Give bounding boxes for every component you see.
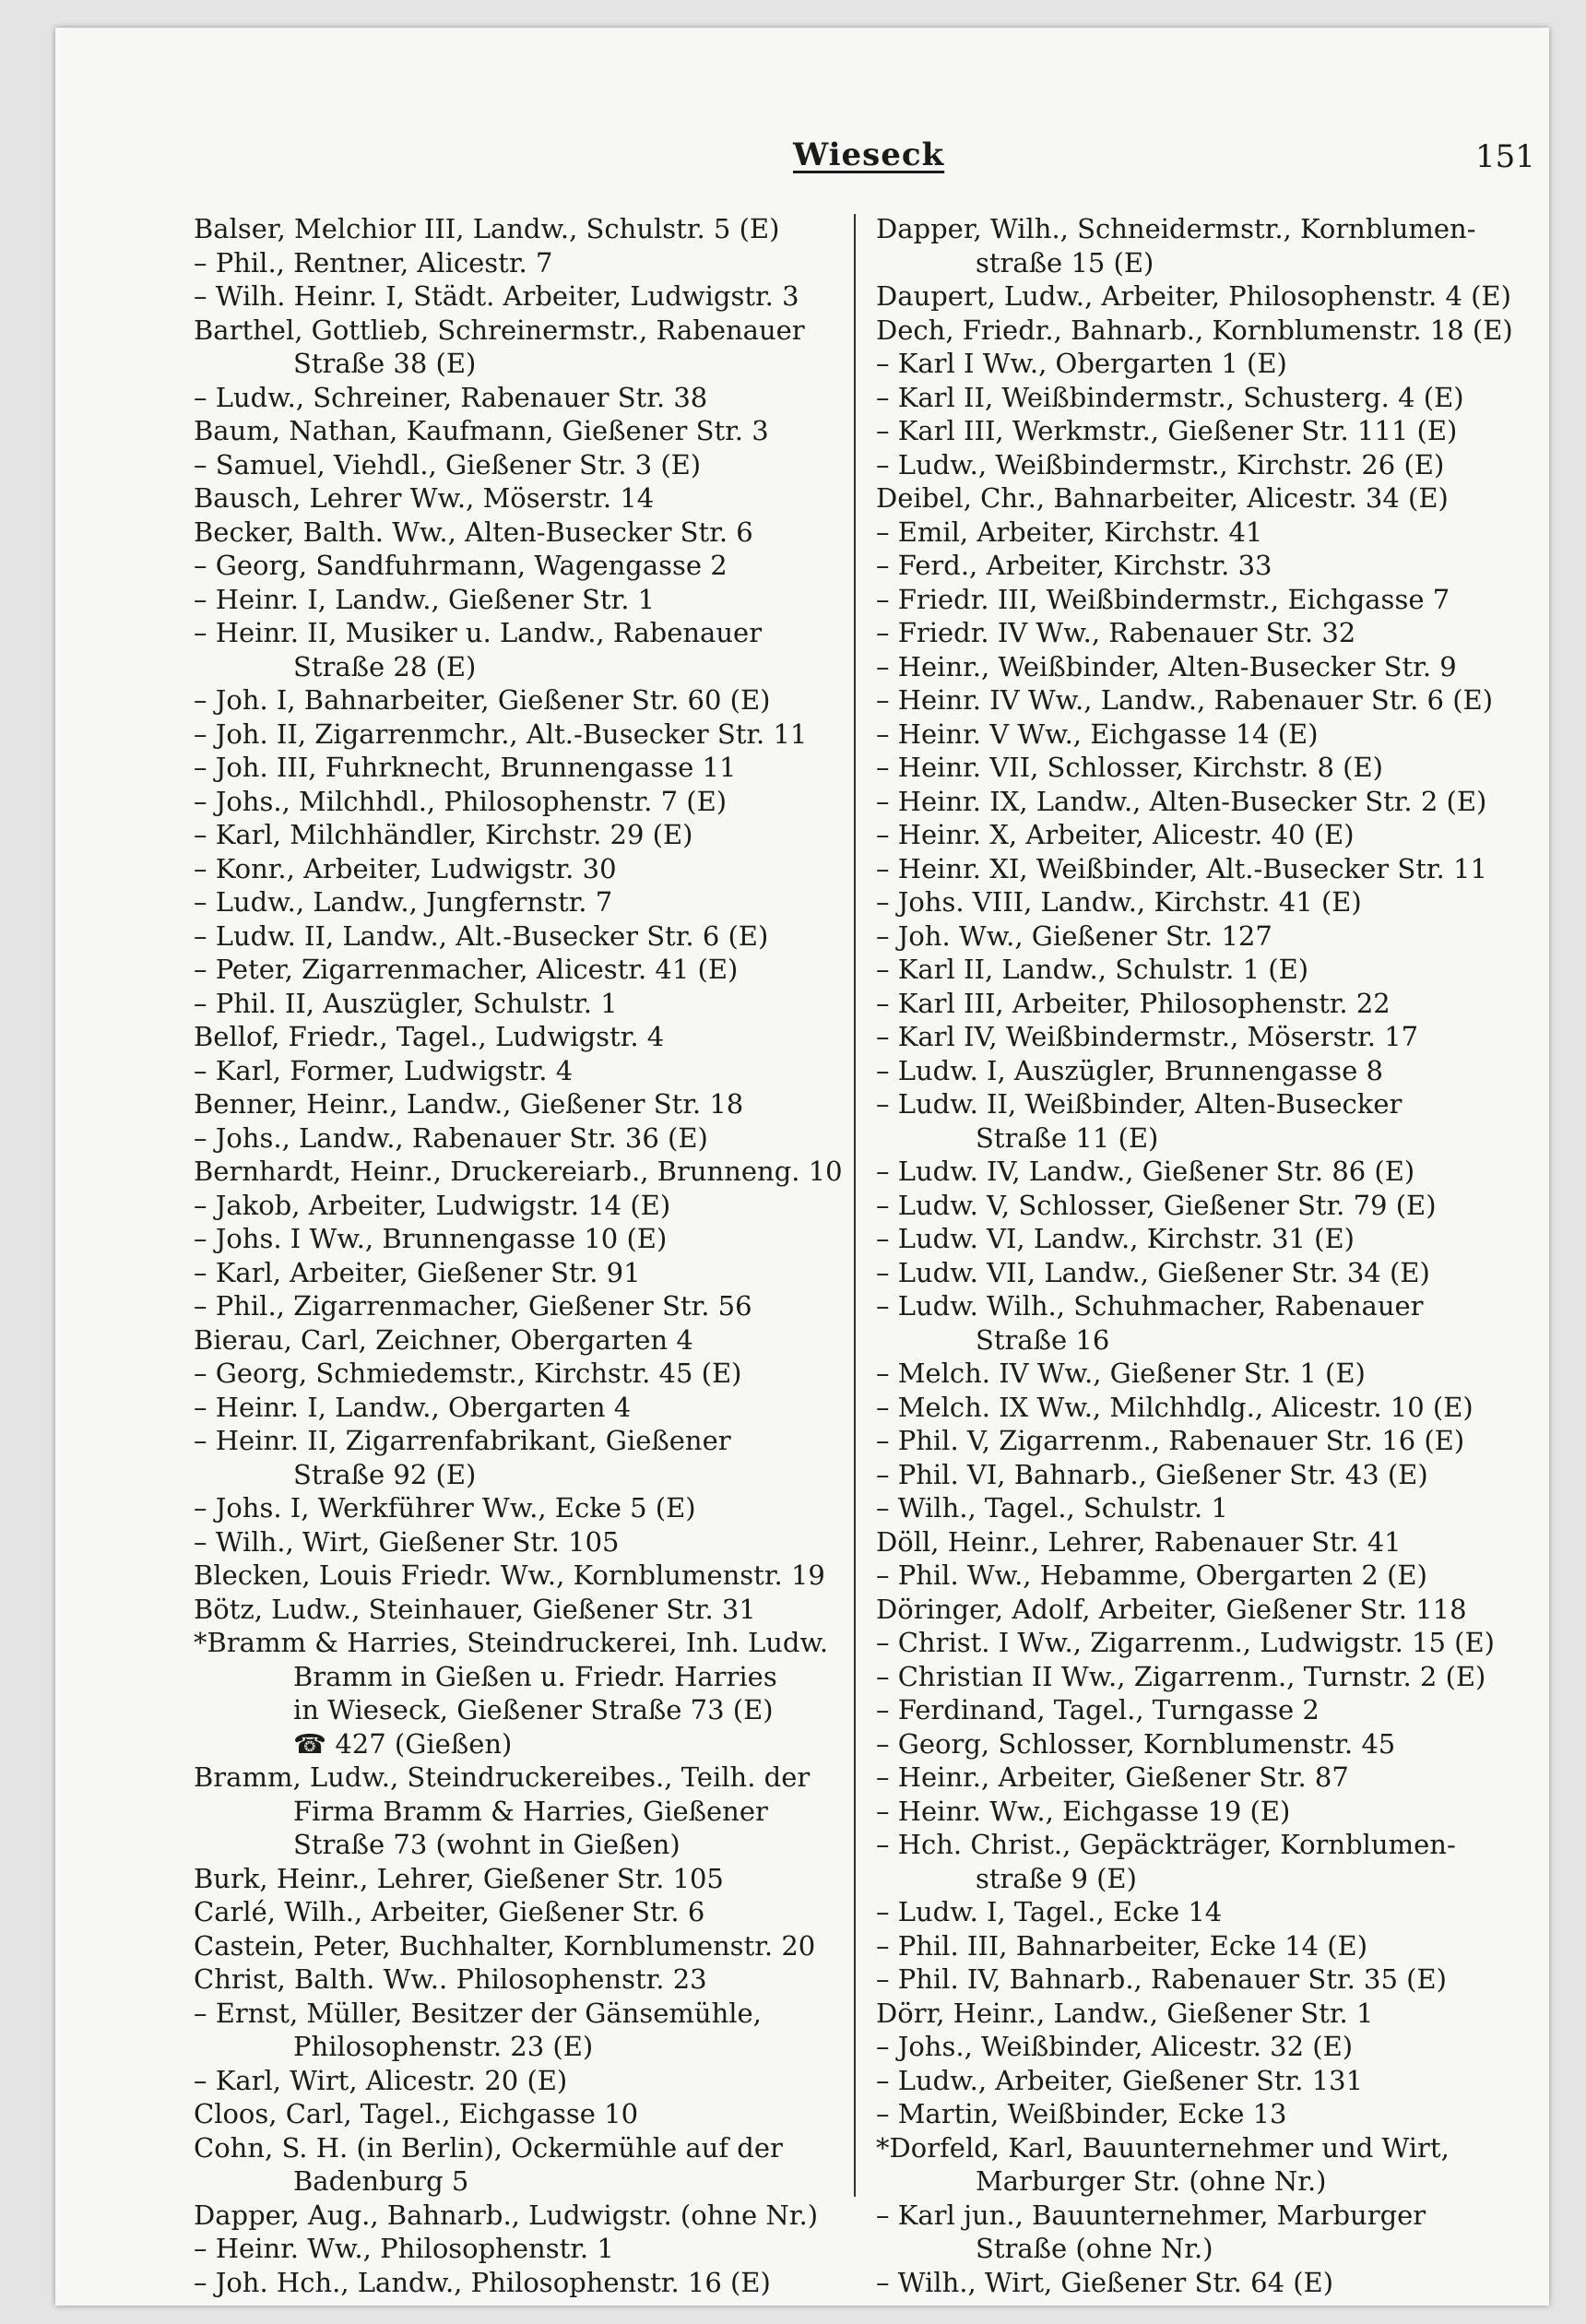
directory-entry: Deibel, Chr., Bahnarbeiter, Alicestr. 34 (E) <box>876 482 1449 514</box>
directory-entry: – Phil. Ww., Hebamme, Obergarten 2 (E) <box>876 1559 1427 1591</box>
directory-entry: *Dorfeld, Karl, Bauunternehmer und Wirt, <box>876 2131 1450 2164</box>
directory-entry: – Ludw. IV, Landw., Gießener Str. 86 (E) <box>876 1156 1415 1187</box>
left-column <box>194 212 858 2299</box>
directory-entry: – Phil. V, Zigarrenm., Rabenauer Str. 16 (E) <box>876 1425 1465 1456</box>
directory-entry: – Martin, Weißbinder, Ecke 13 <box>876 2098 1287 2129</box>
directory-entry: Bierau, Carl, Zeichner, Obergarten 4 <box>194 1323 693 1356</box>
directory-entry: – Karl jun., Bauunternehmer, Marburger <box>876 2199 1426 2231</box>
directory-entry: Bramm, Ludw., Steindruckereibes., Teilh. der <box>194 1761 811 1793</box>
directory-entry: Dapper, Wilh., Schneidermstr., Kornblumen- <box>876 213 1476 244</box>
directory-entry: – Peter, Zigarrenmacher, Alicestr. 41 (E) <box>194 954 739 985</box>
directory-entry: – Ludw. I, Auszügler, Brunnengasse 8 <box>876 1054 1383 1086</box>
directory-entry: – Georg, Schmiedemstr., Kirchstr. 45 (E) <box>194 1358 742 1389</box>
directory-entry: – Melch. IV Ww., Gießener Str. 1 (E) <box>876 1358 1366 1389</box>
directory-entry: – Joh. I, Bahnarbeiter, Gießener Str. 60 (E) <box>194 684 771 716</box>
directory-entry-continuation: Straße 92 (E) <box>293 1458 477 1490</box>
directory-entry: – Joh. Hch., Landw., Philosophenstr. 16 (E) <box>194 2266 771 2298</box>
directory-entry: – Karl III, Werkmstr., Gießener Str. 111 (E) <box>876 415 1458 446</box>
directory-entry: Blecken, Louis Friedr. Ww., Kornblumenstr. 19 <box>194 1559 825 1591</box>
directory-entry: – Ludw. Wilh., Schuhmacher, Rabenauer <box>876 1290 1424 1322</box>
directory-entry: Bötz, Ludw., Steinhauer, Gießener Str. 31 <box>194 1593 756 1625</box>
directory-entry: – Johs., Landw., Rabenauer Str. 36 (E) <box>194 1121 708 1154</box>
directory-entry: – Heinr. I, Landw., Gießener Str. 1 <box>194 583 656 615</box>
directory-entry: – Ludw., Landw., Jungfernstr. 7 <box>194 886 613 918</box>
directory-entry: – Friedr. III, Weißbindermstr., Eichgasse 7 <box>876 583 1450 615</box>
directory-entry: – Heinr., Arbeiter, Gießener Str. 87 <box>876 1761 1349 1793</box>
directory-entry: – Karl, Former, Ludwigstr. 4 <box>194 1054 574 1086</box>
directory-entry: – Friedr. IV Ww., Rabenauer Str. 32 <box>876 617 1356 648</box>
directory-entry: – Ludw. II, Weißbinder, Alten-Busecker <box>876 1088 1403 1120</box>
directory-entry: – Wilh., Wirt, Gießener Str. 64 (E) <box>876 2266 1334 2298</box>
directory-entry: – Karl, Arbeiter, Gießener Str. 91 <box>194 1256 641 1288</box>
directory-entry: Bernhardt, Heinr., Druckereiarb., Brunneng. 10 <box>194 1156 843 1187</box>
directory-entry-continuation: Marburger Str. (ohne Nr.) <box>976 2165 1327 2197</box>
directory-entry: – Heinr. IX, Landw., Alten-Busecker Str. 2 (E) <box>876 785 1487 817</box>
directory-entry: – Jakob, Arbeiter, Ludwigstr. 14 (E) <box>194 1189 671 1221</box>
page-number: 151 <box>1475 138 1535 175</box>
directory-entry: – Ludw., Schreiner, Rabenauer Str. 38 <box>194 381 708 413</box>
directory-entry: – Wilh., Tagel., Schulstr. 1 <box>876 1492 1228 1524</box>
directory-entry: Christ, Balth. Ww.. Philosophenstr. 23 <box>194 1963 707 1995</box>
directory-entry: – Emil, Arbeiter, Kirchstr. 41 <box>876 516 1263 548</box>
directory-entry: – Georg, Schlosser, Kornblumenstr. 45 <box>876 1727 1396 1760</box>
directory-entry-continuation: Straße 73 (wohnt in Gießen) <box>293 1829 681 1860</box>
directory-entry: Benner, Heinr., Landw., Gießener Str. 18 <box>194 1088 744 1120</box>
directory-entry: – Heinr. II, Zigarrenfabrikant, Gießener <box>194 1425 731 1456</box>
directory-entry: – Phil. III, Bahnarbeiter, Ecke 14 (E) <box>876 1929 1368 1962</box>
directory-entry: – Georg, Sandfuhrmann, Wagengasse 2 <box>194 550 728 581</box>
directory-entry-continuation: Bramm in Gießen u. Friedr. Harries <box>293 1660 777 1692</box>
directory-entry: Döringer, Adolf, Arbeiter, Gießener Str. 118 <box>876 1593 1467 1625</box>
directory-entry: – Johs., Milchhdl., Philosophenstr. 7 (E) <box>194 785 728 817</box>
directory-entry: – Ludw. V, Schlosser, Gießener Str. 79 (E) <box>876 1189 1437 1221</box>
directory-entry: – Karl, Milchhändler, Kirchstr. 29 (E) <box>194 819 693 850</box>
directory-entry: – Phil. VI, Bahnarb., Gießener Str. 43 (E) <box>876 1458 1428 1490</box>
directory-entry: Carlé, Wilh., Arbeiter, Gießener Str. 6 <box>194 1896 705 1927</box>
directory-entry: – Samuel, Viehdl., Gießener Str. 3 (E) <box>194 448 702 480</box>
directory-entry: – Ludw. I, Tagel., Ecke 14 <box>876 1896 1223 1927</box>
directory-entry: – Wilh., Wirt, Gießener Str. 105 <box>194 1525 620 1558</box>
directory-entry: – Ludw., Arbeiter, Gießener Str. 131 <box>876 2064 1364 2096</box>
directory-entry: Döll, Heinr., Lehrer, Rabenauer Str. 41 <box>876 1525 1402 1558</box>
directory-entry-continuation: ☎ 427 (Gießen) <box>293 1727 513 1760</box>
directory-entry: Castein, Peter, Buchhalter, Kornblumenstr. 20 <box>194 1929 816 1962</box>
directory-entry: – Ferdinand, Tagel., Turngasse 2 <box>876 1694 1320 1725</box>
directory-entry: Cloos, Carl, Tagel., Eichgasse 10 <box>194 2098 639 2129</box>
directory-entry: – Heinr. I, Landw., Obergarten 4 <box>194 1391 632 1423</box>
directory-entry: – Karl III, Arbeiter, Philosophenstr. 22 <box>876 987 1391 1019</box>
directory-entry: – Melch. IX Ww., Milchhdlg., Alicestr. 10 (E) <box>876 1391 1474 1423</box>
directory-entry: – Phil., Zigarrenmacher, Gießener Str. 56 <box>194 1290 752 1322</box>
directory-entry-continuation: Straße 38 (E) <box>293 348 477 379</box>
directory-entry: – Joh. II, Zigarrenmchr., Alt.-Busecker Str. 11 <box>194 717 808 750</box>
directory-entry: – Karl I Ww., Obergarten 1 (E) <box>876 348 1287 379</box>
directory-entry: – Johs. I Ww., Brunnengasse 10 (E) <box>194 1223 668 1254</box>
directory-entry: Dapper, Aug., Bahnarb., Ludwigstr. (ohne Nr.) <box>194 2199 819 2231</box>
directory-entry-continuation: straße 9 (E) <box>976 1862 1137 1894</box>
directory-entry-continuation: Straße (ohne Nr.) <box>976 2233 1213 2264</box>
directory-entry: – Heinr. II, Musiker u. Landw., Rabenauer <box>194 617 763 648</box>
directory-entry: – Joh. III, Fuhrknecht, Brunnengasse 11 <box>194 752 737 783</box>
directory-entry: Daupert, Ludw., Arbeiter, Philosophenstr. 4 (E) <box>876 280 1511 312</box>
directory-entry: – Karl II, Landw., Schulstr. 1 (E) <box>876 954 1309 985</box>
directory-entry: – Heinr., Weißbinder, Alten-Busecker Str. 9 <box>876 650 1457 682</box>
directory-entry-continuation: Badenburg 5 <box>293 2165 469 2197</box>
directory-page <box>55 28 1549 2306</box>
directory-entry: – Ludw. VI, Landw., Kirchstr. 31 (E) <box>876 1223 1355 1254</box>
directory-entry-continuation: Philosophenstr. 23 (E) <box>293 2031 594 2062</box>
directory-entry: – Johs. I, Werkführer Ww., Ecke 5 (E) <box>194 1492 696 1524</box>
directory-entry: Bausch, Lehrer Ww., Möserstr. 14 <box>194 482 655 514</box>
directory-entry: – Hch. Christ., Gepäckträger, Kornblumen- <box>876 1829 1456 1860</box>
directory-entry: – Phil. II, Auszügler, Schulstr. 1 <box>194 987 618 1019</box>
directory-entry: Bellof, Friedr., Tagel., Ludwigstr. 4 <box>194 1021 665 1052</box>
directory-entry: Baum, Nathan, Kaufmann, Gießener Str. 3 <box>194 415 769 446</box>
directory-entry-continuation: Straße 28 (E) <box>293 650 477 682</box>
directory-entry: – Ludw. II, Landw., Alt.-Busecker Str. 6 (E) <box>194 919 769 952</box>
directory-entry: Cohn, S. H. (in Berlin), Ockermühle auf der <box>194 2131 783 2164</box>
directory-entry-continuation: straße 15 (E) <box>976 246 1154 279</box>
directory-entry: – Karl IV, Weißbindermstr., Möserstr. 17 <box>876 1021 1419 1052</box>
directory-entry: – Johs., Weißbinder, Alicestr. 32 (E) <box>876 2031 1354 2062</box>
directory-entry: – Heinr. Ww., Eichgasse 19 (E) <box>876 1795 1291 1827</box>
directory-entry: *Bramm & Harries, Steindruckerei, Inh. Ludw. <box>194 1627 829 1658</box>
directory-entry: – Ludw. VII, Landw., Gießener Str. 34 (E) <box>876 1256 1430 1288</box>
directory-entry: – Heinr. X, Arbeiter, Alicestr. 40 (E) <box>876 819 1355 850</box>
directory-entry: – Wilh. Heinr. I, Städt. Arbeiter, Ludwigstr. 3 <box>194 280 799 312</box>
directory-entry: – Christ. I Ww., Zigarrenm., Ludwigstr. 15 (E) <box>876 1627 1495 1658</box>
directory-entry-continuation: Firma Bramm & Harries, Gießener <box>293 1795 768 1827</box>
directory-entry: – Johs. VIII, Landw., Kirchstr. 41 (E) <box>876 886 1362 918</box>
directory-entry: Balser, Melchior III, Landw., Schulstr. 5 (E) <box>194 213 780 244</box>
directory-entry: – Heinr. Ww., Philosophenstr. 1 <box>194 2233 614 2264</box>
directory-entry: – Heinr. XI, Weißbinder, Alt.-Busecker Str. 11 <box>876 852 1487 884</box>
right-column <box>876 212 1540 2299</box>
directory-entry-continuation: in Wieseck, Gießener Straße 73 (E) <box>293 1694 774 1725</box>
directory-entry: Barthel, Gottlieb, Schreinermstr., Rabenauer <box>194 314 805 346</box>
directory-entry-continuation: Straße 16 <box>976 1323 1110 1356</box>
directory-entry: – Ernst, Müller, Besitzer der Gänsemühle, <box>194 1997 762 2029</box>
directory-entry: – Karl II, Weißbindermstr., Schusterg. 4 (E) <box>876 381 1464 413</box>
directory-entry: – Phil., Rentner, Alicestr. 7 <box>194 246 553 279</box>
directory-entry: Becker, Balth. Ww., Alten-Busecker Str. 6 <box>194 516 753 548</box>
directory-entry: Dörr, Heinr., Landw., Gießener Str. 1 <box>876 1997 1374 2029</box>
directory-entry-continuation: Straße 11 (E) <box>976 1121 1159 1154</box>
directory-entry: – Karl, Wirt, Alicestr. 20 (E) <box>194 2064 568 2096</box>
directory-entry: Burk, Heinr., Lehrer, Gießener Str. 105 <box>194 1862 724 1894</box>
directory-entry: – Heinr. V Ww., Eichgasse 14 (E) <box>876 717 1319 750</box>
directory-entry: – Heinr. VII, Schlosser, Kirchstr. 8 (E) <box>876 752 1383 783</box>
page-title: Wieseck <box>793 136 945 173</box>
directory-entry: – Phil. IV, Bahnarb., Rabenauer Str. 35 (E) <box>876 1963 1447 1995</box>
directory-entry: – Konr., Arbeiter, Ludwigstr. 30 <box>194 852 617 884</box>
directory-entry: – Heinr. IV Ww., Landw., Rabenauer Str. 6 (E) <box>876 684 1494 716</box>
directory-entry: – Joh. Ww., Gießener Str. 127 <box>876 919 1272 952</box>
directory-entry: – Ludw., Weißbindermstr., Kirchstr. 26 (E) <box>876 448 1445 480</box>
directory-entry: – Ferd., Arbeiter, Kirchstr. 33 <box>876 550 1272 581</box>
directory-entry: Dech, Friedr., Bahnarb., Kornblumenstr. 18 (E) <box>876 314 1513 346</box>
directory-entry: – Christian II Ww., Zigarrenm., Turnstr. 2 (E) <box>876 1660 1486 1692</box>
